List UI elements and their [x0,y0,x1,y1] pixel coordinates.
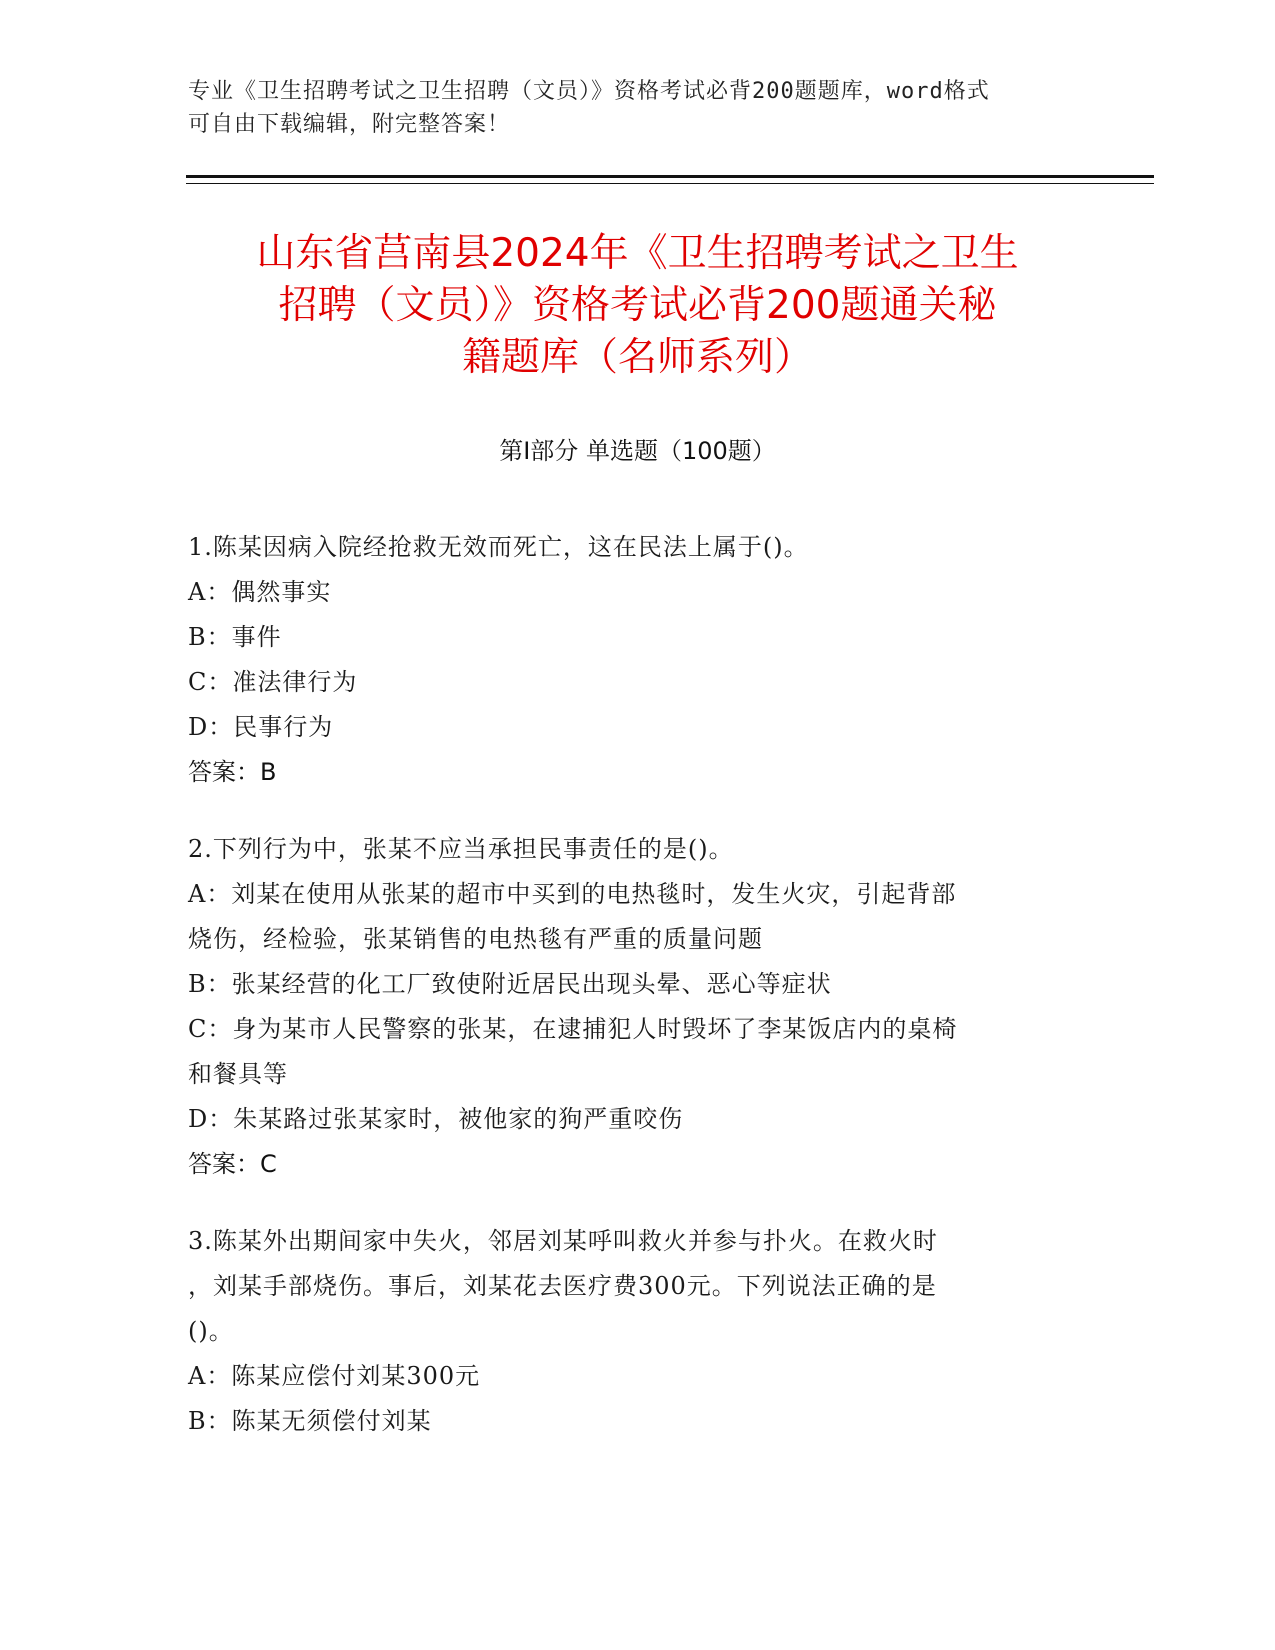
question-stem: 3.陈某外出期间家中失火，邻居刘某呼叫救火并参与扑火。在救火时 [188,1227,938,1255]
option-a: A：刘某在使用从张某的超市中买到的电热毯时，发生火灾，引起背部 [188,880,957,908]
option-a-continued: 烧伤，经检验，张某销售的电热毯有严重的质量问题 [188,925,763,953]
option-b: B：张某经营的化工厂致使附近居民出现头晕、恶心等症状 [188,970,832,998]
header-divider-thin [186,183,1154,184]
question-stem-continued: ，刘某手部烧伤。事后，刘某花去医疗费300元。下列说法正确的是 [188,1272,937,1300]
option-c: C：准法律行为 [188,668,358,696]
title-line: 山东省莒南县2024年《卫生招聘考试之卫生 [256,231,1019,276]
section-heading: 第Ⅰ部分 单选题（100题） [499,437,776,465]
header-note-line: 可自由下载编辑，附完整答案！ [188,112,511,137]
header-divider-thick [186,175,1154,178]
option-a: A：偶然事实 [188,578,332,606]
title-line: 籍题库（名师系列） [461,335,813,380]
question-item [188,525,1088,795]
option-b: B：事件 [188,623,282,651]
option-b: B：陈某无须偿付刘某 [188,1407,432,1435]
answer-line: 答案：B [188,758,277,786]
question-list [188,525,1088,1476]
document-title [150,228,1125,384]
question-stem: 2.下列行为中，张某不应当承担民事责任的是()。 [188,835,734,863]
header-note-line: 专业《卫生招聘考试之卫生招聘（文员）》资格考试必背200题题库，word格式 [188,79,990,104]
option-c: C：身为某市人民警察的张某，在逮捕犯人时毁坏了李某饭店内的桌椅 [188,1015,958,1043]
question-item [188,827,1088,1187]
option-d: D：朱某路过张某家时，被他家的狗严重咬伤 [188,1105,684,1133]
header-note [188,75,1088,141]
question-stem: 1.陈某因病入院经抢救无效而死亡，这在民法上属于()。 [188,533,809,561]
option-c-continued: 和餐具等 [188,1060,288,1088]
title-line: 招聘（文员）》资格考试必背200题通关秘 [278,283,997,328]
answer-line: 答案：C [188,1150,277,1178]
option-d: D：民事行为 [188,713,334,741]
question-item [188,1219,1088,1444]
question-stem-continued: ()。 [188,1317,234,1345]
option-a: A：陈某应偿付刘某300元 [188,1362,481,1390]
